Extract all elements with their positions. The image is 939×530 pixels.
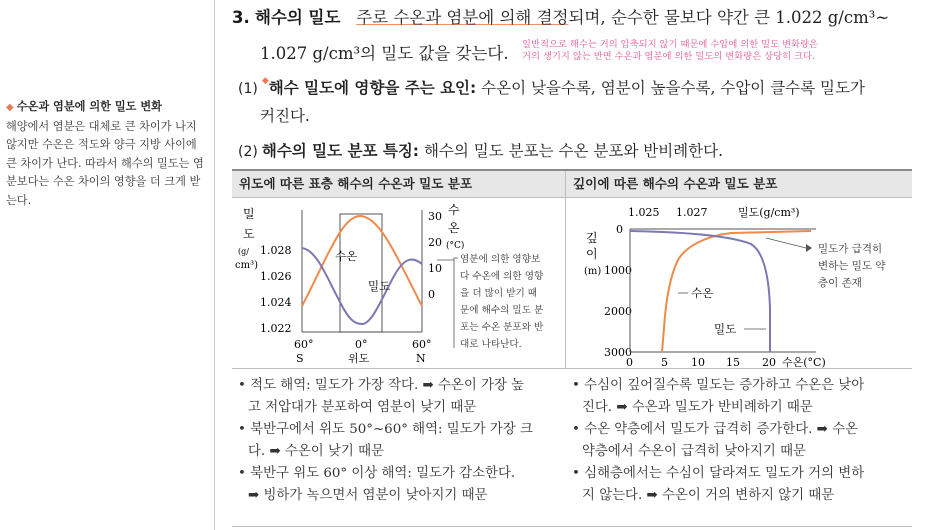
density-curve [302,248,422,324]
callout-line-5: 포는 수온 분포와 반 [460,322,544,333]
y-right-tick: 10 [428,262,442,275]
item-2-title: 해수의 밀도 분포 특징: [261,142,419,160]
item-1-number: (1) [238,81,258,97]
y-label-1: 깊 [586,231,598,245]
callout-line-6: 대로 나타난다. [460,339,522,350]
left-notes [238,375,560,507]
item-1-title: 해수 밀도에 영향을 주는 요인: [268,79,477,97]
right-note-line: • 심해층에서는 수심이 달라져도 밀도가 거의 변하 [572,466,865,481]
y-tick: 3000 [604,346,632,359]
callout-line-4: 문에 해수의 밀도 분 [460,305,544,316]
section-line1-rest: 되며, 순수한 물보다 약간 큰 1.022 g/cm³~ [568,8,890,27]
diamond-icon: ◆ [6,102,14,113]
y-right-tick: 0 [428,288,435,301]
side-bubble-note [522,39,818,63]
item-1 [238,76,865,98]
bubble-line-1: 일반적으로 해수는 거의 압축되지 않기 때문에 수압에 의한 밀도 변화량은 [522,39,819,50]
item-2-number: (2) [238,144,258,160]
callout-line-2: 변하는 밀도 약 [818,260,886,272]
x-tick: 0 [626,356,633,368]
sidebar-divider [214,0,215,530]
y-tick: 0 [616,223,623,236]
x-tick: 10 [691,356,705,368]
y-right-tick: 20 [428,236,442,249]
temp-label: 수온 [335,249,358,263]
y-right-label-1: 수 [448,203,460,217]
charts-notes-divider [232,368,912,369]
left-note-line: • 북반구 위도 60° 이상 해역: 밀도가 감소한다. [238,466,516,481]
section-heading [232,6,889,30]
sidebar [0,0,215,530]
callout-text [460,253,544,350]
y-left-unit-2: cm³) [235,260,258,271]
y-left-label-2: 도 [243,227,255,241]
y-tick: 1000 [604,264,632,277]
x-tick: 5 [661,356,668,368]
right-panel-title: 깊이에 따른 해수의 수온과 밀도 분포 [566,171,912,197]
right-note-line: • 수심이 깊어질수록 밀도는 증가하고 수온은 낮아 [572,378,865,393]
left-note-line: ➡ 빙하가 녹으면서 염분이 낮아지기 때문 [248,488,488,503]
y-right-tick: 30 [428,210,442,223]
right-note-line: 지 않는다. ➡ 수온이 거의 변하지 않기 때문 [582,488,835,503]
top-axis-label: 밀도(g/cm³) [738,206,800,219]
box-bottom-border [232,526,912,527]
right-note-line: 약층에서 수온이 급격히 낮아지기 때문 [582,444,806,459]
y-left-label-1: 밀 [243,207,255,221]
left-panel-title: 위도에 따른 표층 해수의 수온과 밀도 분포 [232,171,565,197]
y-right-label-2: 온 [448,221,460,235]
y-left-tick: 1.022 [260,322,292,335]
callout-line-3: 을 더 많이 받기 때 [460,288,538,299]
section-line2: 1.027 g/cm³의 밀도 값을 갖는다. [260,44,509,63]
x-axis-label: 수온(°C) [782,356,826,368]
y-left-tick: 1.024 [260,296,292,309]
callout-bracket [454,258,458,348]
section-key-phrase: 주로 수온과 염분에 의해 결정 [356,8,569,27]
x-tick: 60° [412,338,432,351]
callout-text [818,242,886,289]
left-note-line: • 북반구에서 위도 50°~60° 해역: 밀도가 가장 크 [238,422,533,437]
x-axis-label: 위도 [348,352,370,365]
y-tick: 2000 [604,305,632,318]
left-note-line: 고 저압대가 분포하여 염분이 낮기 때문 [248,400,477,415]
y-right-unit: (°C) [446,241,465,251]
y-label-2: 이 [586,247,598,261]
section-number: 3. [232,8,250,27]
y-unit: (m) [584,266,602,277]
right-note-line: 진다. ➡ 수온과 밀도가 반비례하기 때문 [582,400,813,415]
depth-chart [566,198,912,368]
right-notes [572,375,910,507]
x-tick: 60° [294,338,314,351]
top-tick: 1.027 [676,206,708,219]
temp-label: 수온 [691,286,714,300]
density-label: 밀도 [714,322,737,336]
callout-line-1: 밀도가 급격히 [818,243,883,255]
main-content [232,0,939,530]
y-left-tick: 1.028 [260,244,292,257]
section-title: 해수의 밀도 [255,8,341,27]
marker-icon: ◆ [261,76,269,86]
left-note-line: 다. ➡ 수온이 낮기 때문 [248,444,384,459]
callout-line-3: 층이 존재 [818,277,862,289]
y-left-unit: (g/ [238,247,249,256]
callout-line-1: 염분에 의한 영향보 [460,254,541,265]
item-1-text-2: 커진다. [260,107,310,125]
side-note [6,98,204,210]
density-label: 밀도 [368,279,391,293]
bubble-line-2: 거의 생기지 않는 반면 수온과 염분에 의한 밀도의 변화량은 상당히 크다. [522,51,815,62]
item-1-text: 수온이 낮을수록, 염분이 높을수록, 수압이 클수록 밀도가 [481,79,865,97]
x-tick: 0° [355,338,368,351]
item-2-text: 해수의 밀도 분포는 수온 분포와 반비례한다. [423,142,724,160]
latitude-chart [232,198,565,368]
right-note-line: • 수온 약층에서 밀도가 급격히 증가한다. ➡ 수온 [572,422,859,437]
temperature-curve [302,216,422,306]
side-note-body: 해양에서 염분은 대체로 큰 차이가 나지 않지만 수온은 적도와 양극 지방 사이에 큰 차이가 난다. 따라서 해수의 밀도는 염분보다는 수온 차이의 영향을 더 크게 받는다. [6,119,204,207]
x-tick: 20 [762,356,776,368]
top-tick: 1.025 [628,206,660,219]
callout-line-2: 다 수온에 의한 영향 [460,271,544,282]
figure-box [232,169,912,503]
x-sub-label: S [296,352,304,365]
callout-arrow-line [766,238,806,248]
y-left-tick: 1.026 [260,270,292,283]
x-tick: 15 [726,356,740,368]
x-sub-label: N [416,352,426,365]
side-note-title: 수온과 염분에 의한 밀도 변화 [16,100,162,113]
arrow-head-icon [806,244,812,252]
temperature-curve [662,231,811,352]
item-2 [238,139,723,161]
left-note-line: • 적도 해역: 밀도가 가장 작다. ➡ 수온이 가장 높 [238,378,525,393]
